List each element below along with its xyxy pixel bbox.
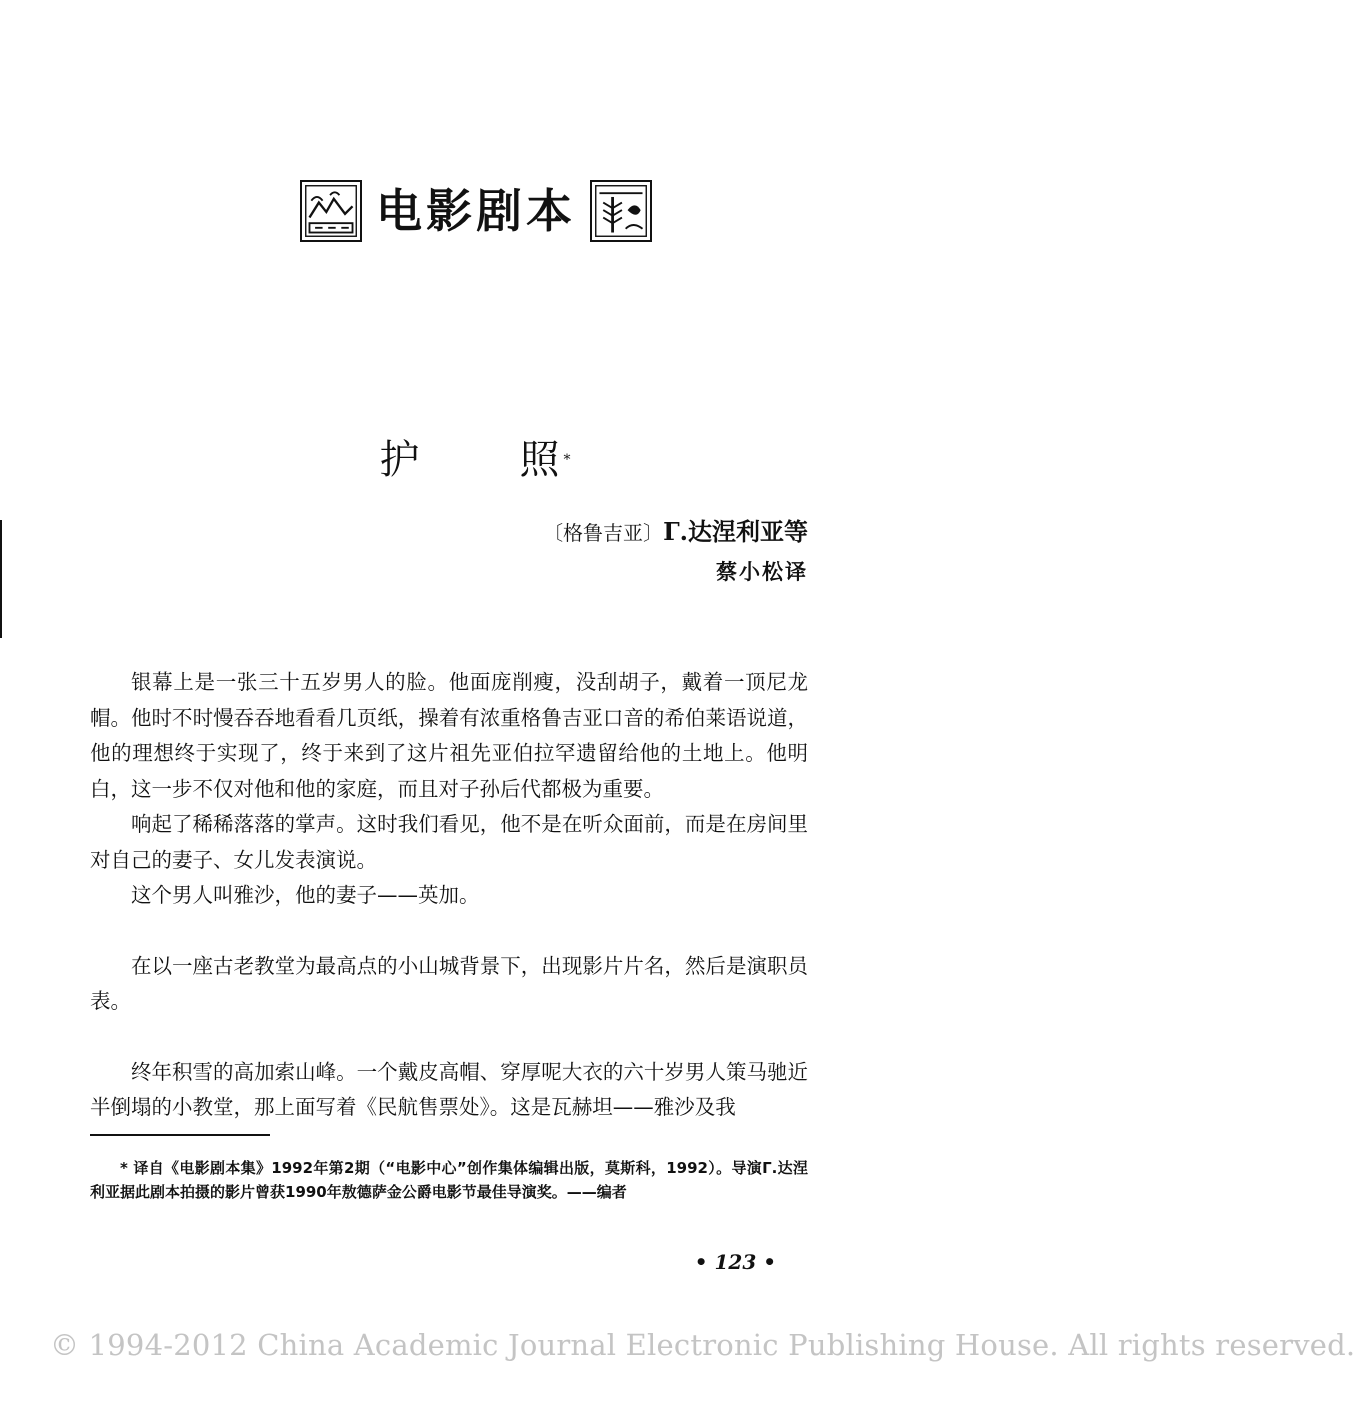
paragraph: 在以一座古老教堂为最高点的小山城背景下，出现影片片名，然后是演职员表。 — [90, 953, 808, 1013]
margin-mark — [0, 520, 2, 638]
section-banner — [300, 178, 652, 244]
tree-icon — [590, 180, 652, 242]
footnote-text: * 译自《电影剧本集》1992年第2期（“电影中心”创作集体编辑出版，莫斯科，1992）。导演Г.达涅利亚据此剧本拍摄的影片曾获1990年敖德萨金公爵电影节最佳导演奖。——编者 — [90, 1159, 808, 1201]
copyright-watermark: © 1994-2012 China Academic Journal Electronic Publishing House. All rights reserved. — [50, 1328, 1355, 1362]
section-title: 电影剧本 — [376, 184, 576, 238]
footnote-rule — [90, 1134, 270, 1136]
paragraph: 这个男人叫雅沙，他的妻子——英加。 — [131, 883, 480, 907]
author-country: 〔格鲁吉亚〕 — [543, 521, 664, 545]
paragraph: 终年积雪的高加索山峰。一个戴皮高帽、穿厚呢大衣的六十岁男人策马驰近半倒塌的小教堂，那上面写着《民航售票处》。这是瓦赫坦——雅沙及我 — [90, 1059, 808, 1119]
page-number: • 123 • — [694, 1250, 776, 1274]
footnote-marker: * — [563, 452, 571, 468]
title-char-1: 护 — [379, 437, 420, 483]
footnote — [90, 1156, 808, 1204]
article-title — [0, 436, 950, 484]
author-line — [543, 514, 808, 551]
title-char-2: 照 — [519, 437, 560, 483]
paragraph: 银幕上是一张三十五岁男人的脸。他面庞削瘦，没刮胡子，戴着一顶尼龙帽。他时不时慢吞吞地看看几页纸，操着有浓重格鲁吉亚口音的希伯莱语说道，他的理想终于实现了，终于来到了这片祖先亚伯拉罕遗留给他的土地上。他明白，这一步不仅对他和他的家庭，而且对子孙后代都极为重要。 — [90, 670, 808, 801]
landscape-icon — [300, 180, 362, 242]
author-name: Г.达涅利亚等 — [663, 517, 808, 546]
translator-line: 蔡小松译 — [716, 559, 808, 584]
body-text — [90, 665, 808, 1126]
paragraph: 响起了稀稀落落的掌声。这时我们看见，他不是在听众面前，而是在房间里对自己的妻子、女儿发表演说。 — [90, 812, 808, 872]
